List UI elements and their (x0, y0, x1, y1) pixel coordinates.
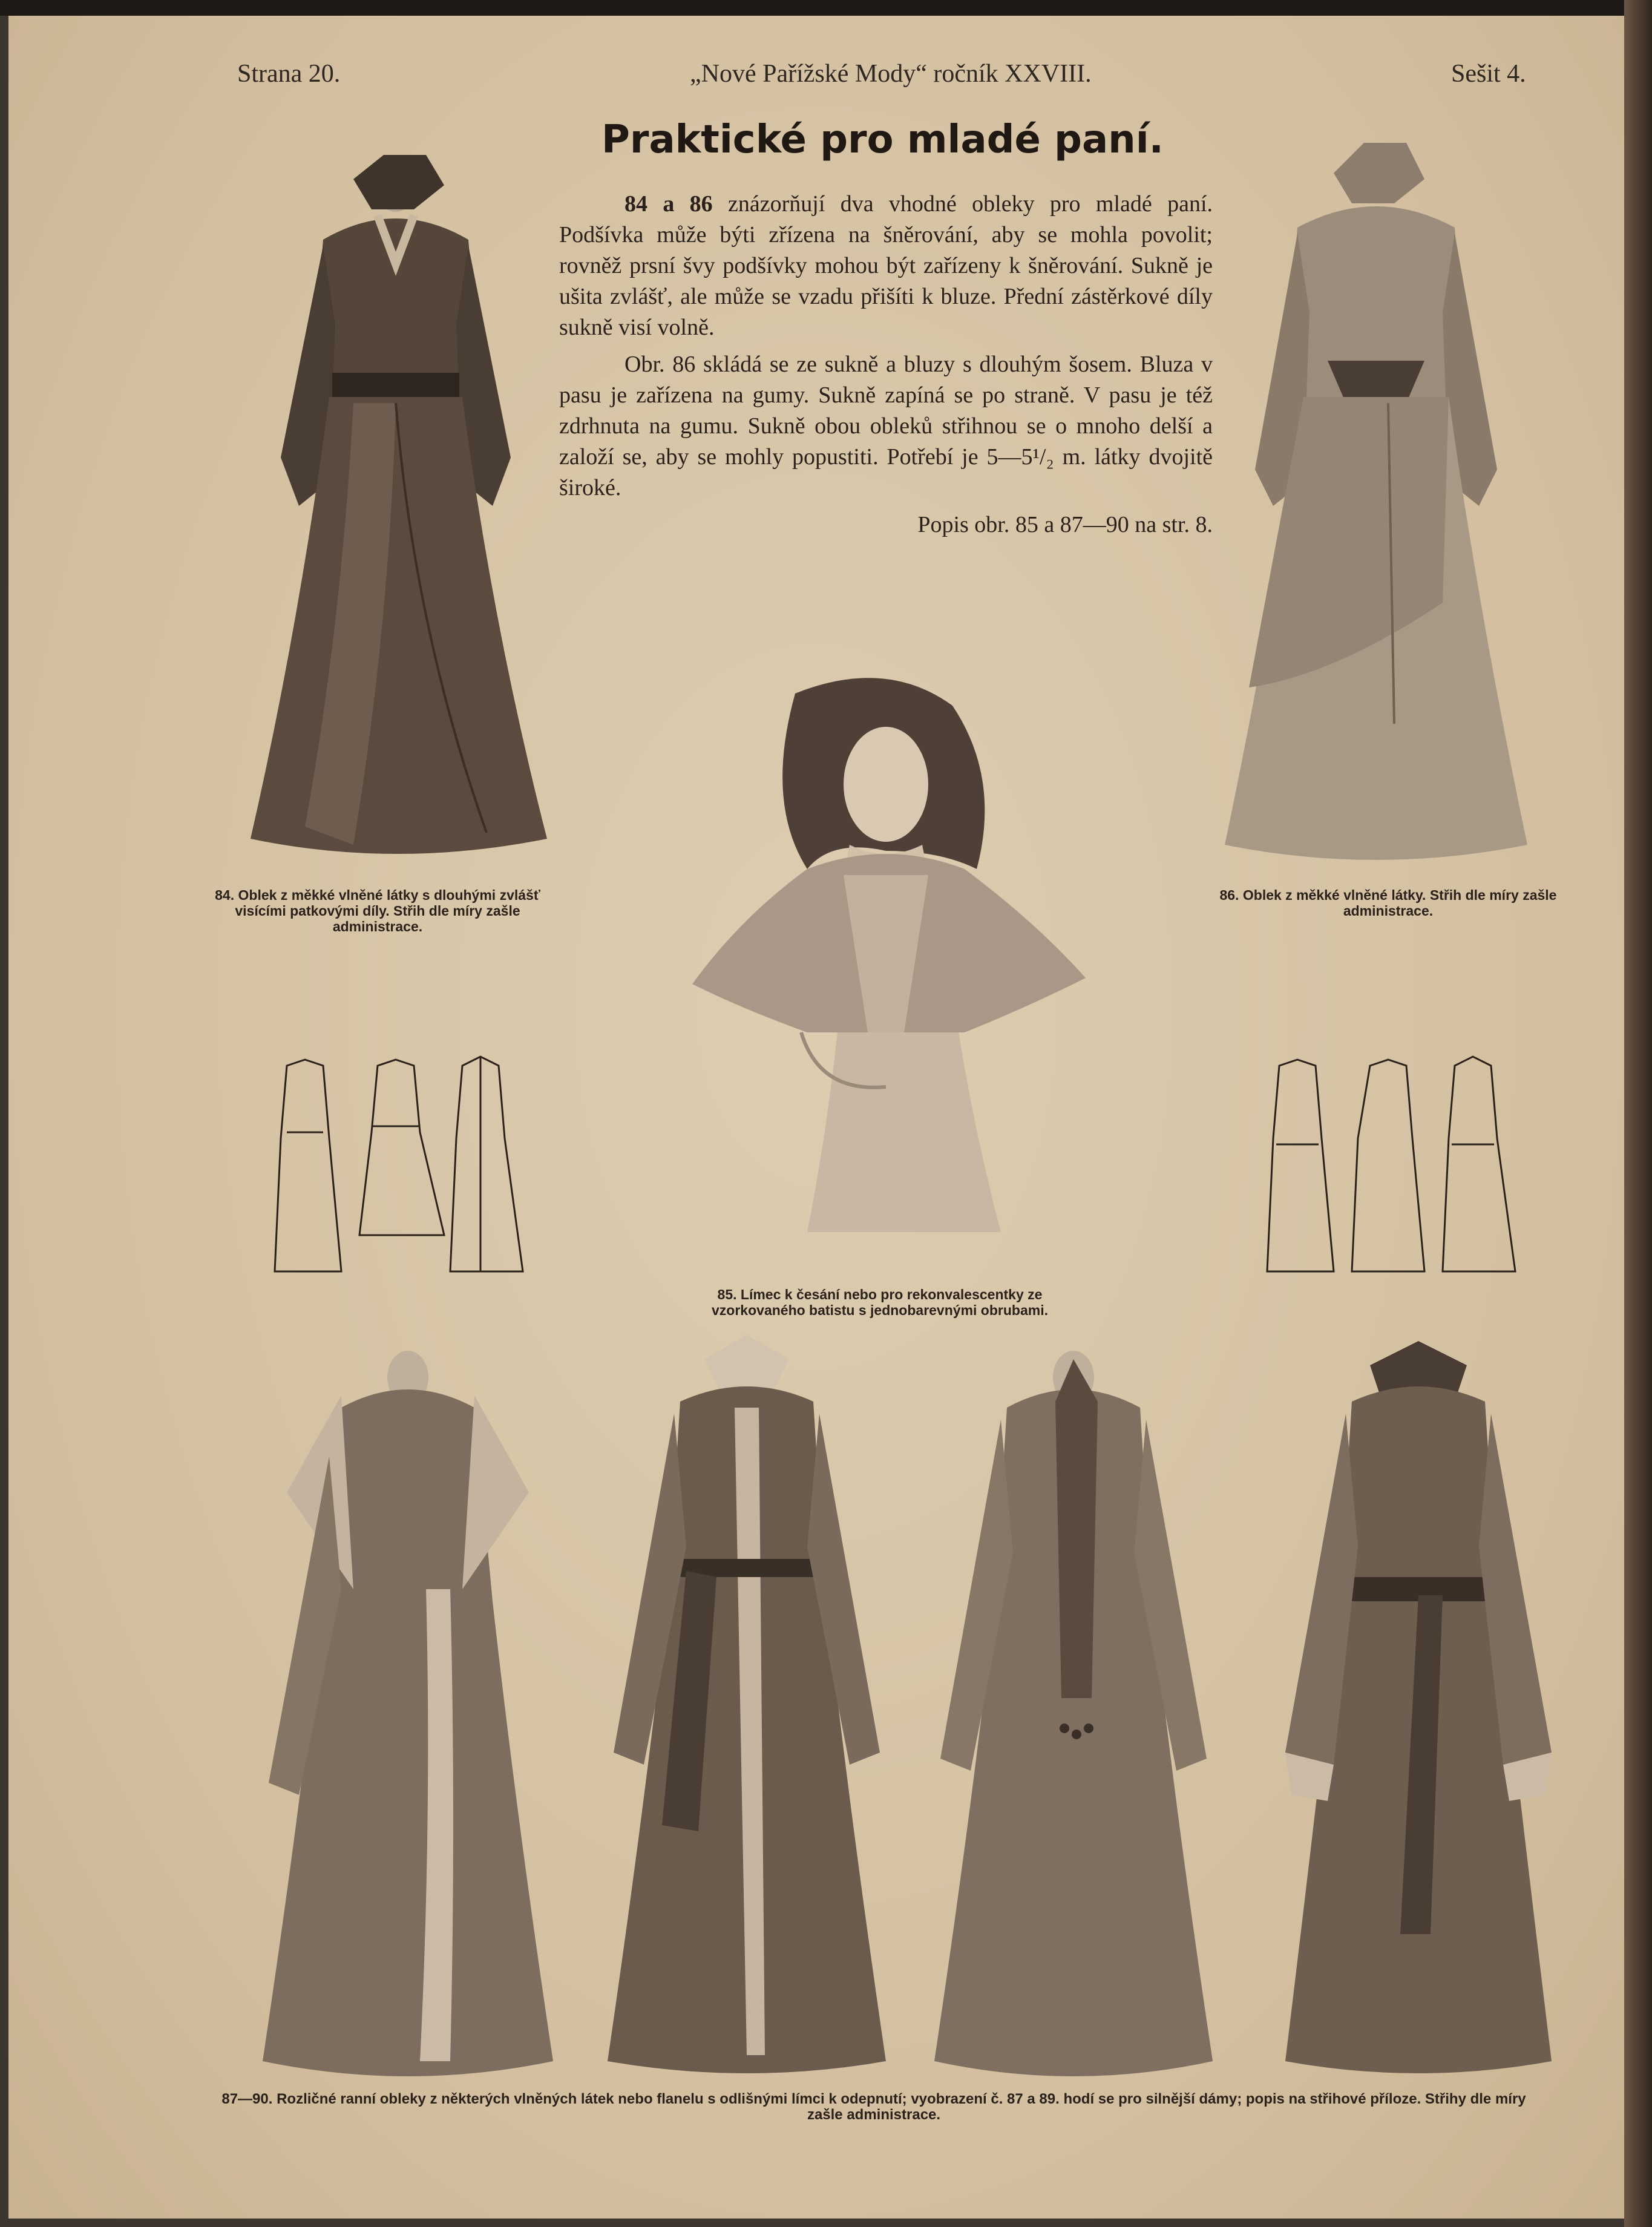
figure-numbers: 84 a 86 (624, 191, 713, 217)
figure-85-cape (686, 669, 1098, 1244)
scan-top-edge (0, 0, 1652, 16)
caption-fig-86: 86. Oblek z měkké vlněné látky. Střih dle míry zašle administrace. (1219, 887, 1557, 919)
caption-fig-87-90: 87—90. Rozličné ranní obleky z některých vlněných látek nebo flanelu s odlišnými límci k odepnutí; vyobrazení č. 87 a 89. hodí se pro silnější dámy; popis na střihové příloze. Střihy dle míry zašle administrace. (221, 2091, 1526, 2123)
figure-86-back-views (1255, 1054, 1545, 1284)
article-title: Praktické pro mladé paní. (601, 117, 1164, 162)
figure-90-dress (1261, 1329, 1576, 2079)
figure-84-back-views (263, 1054, 553, 1284)
caption-fig-85: 85. Límec k česání nebo pro rekonvalescentky ze vzorkovaného batistu s jednobarevnými obrubami. (712, 1287, 1048, 1318)
figure-87-dress (251, 1335, 565, 2079)
figure-88-dress (589, 1329, 904, 2079)
figure-86-dress (1213, 131, 1539, 869)
description-reference: Popis obr. 85 a 87—90 na str. 8. (917, 512, 1213, 537)
caption-fig-84: 84. Oblek z měkké vlněné látky s dlouhými zvlášť visícími patkovými díly. Střih dle míry zašle administrace. (215, 887, 540, 934)
page-number: Strana 20. (237, 60, 341, 88)
issue-number: Sešit 4. (1451, 60, 1526, 88)
paragraph-1-text: znázorňují dva vhodné obleky pro mladé paní. Podšívka může býti zřízena na šněrování, aby se mohla povolit; rovněž prsní švy podšívky mohou být zařízeny k šněrování. Sukně je ušita zvlášť, ale může se vzadu přišíti k bluze. Přední zástěrkové díly sukně visí volně. (559, 191, 1213, 340)
book-spine-edge (1624, 0, 1652, 2227)
article-body (559, 189, 1213, 546)
figure-84-dress (232, 143, 559, 869)
figure-89-dress (916, 1335, 1231, 2079)
paragraph-1 (559, 189, 1213, 343)
paragraph-2: Obr. 86 skládá se ze sukně a bluzy s dlouhým šosem. Bluza v pasu je zařízena na gumy. Sukně zapíná se po straně. V pasu je též zdrhnuta na gumu. Sukně obou obleků střihnou se o mnoho delší a založí se, aby se mohly popustiti. Potřebí je 5—5¹/₂ m. látky dvojitě široké. (559, 352, 1213, 500)
running-title: „Nové Pařížské Mody“ ročník XXVIII. (690, 60, 1092, 88)
magazine-page (8, 16, 1624, 2219)
